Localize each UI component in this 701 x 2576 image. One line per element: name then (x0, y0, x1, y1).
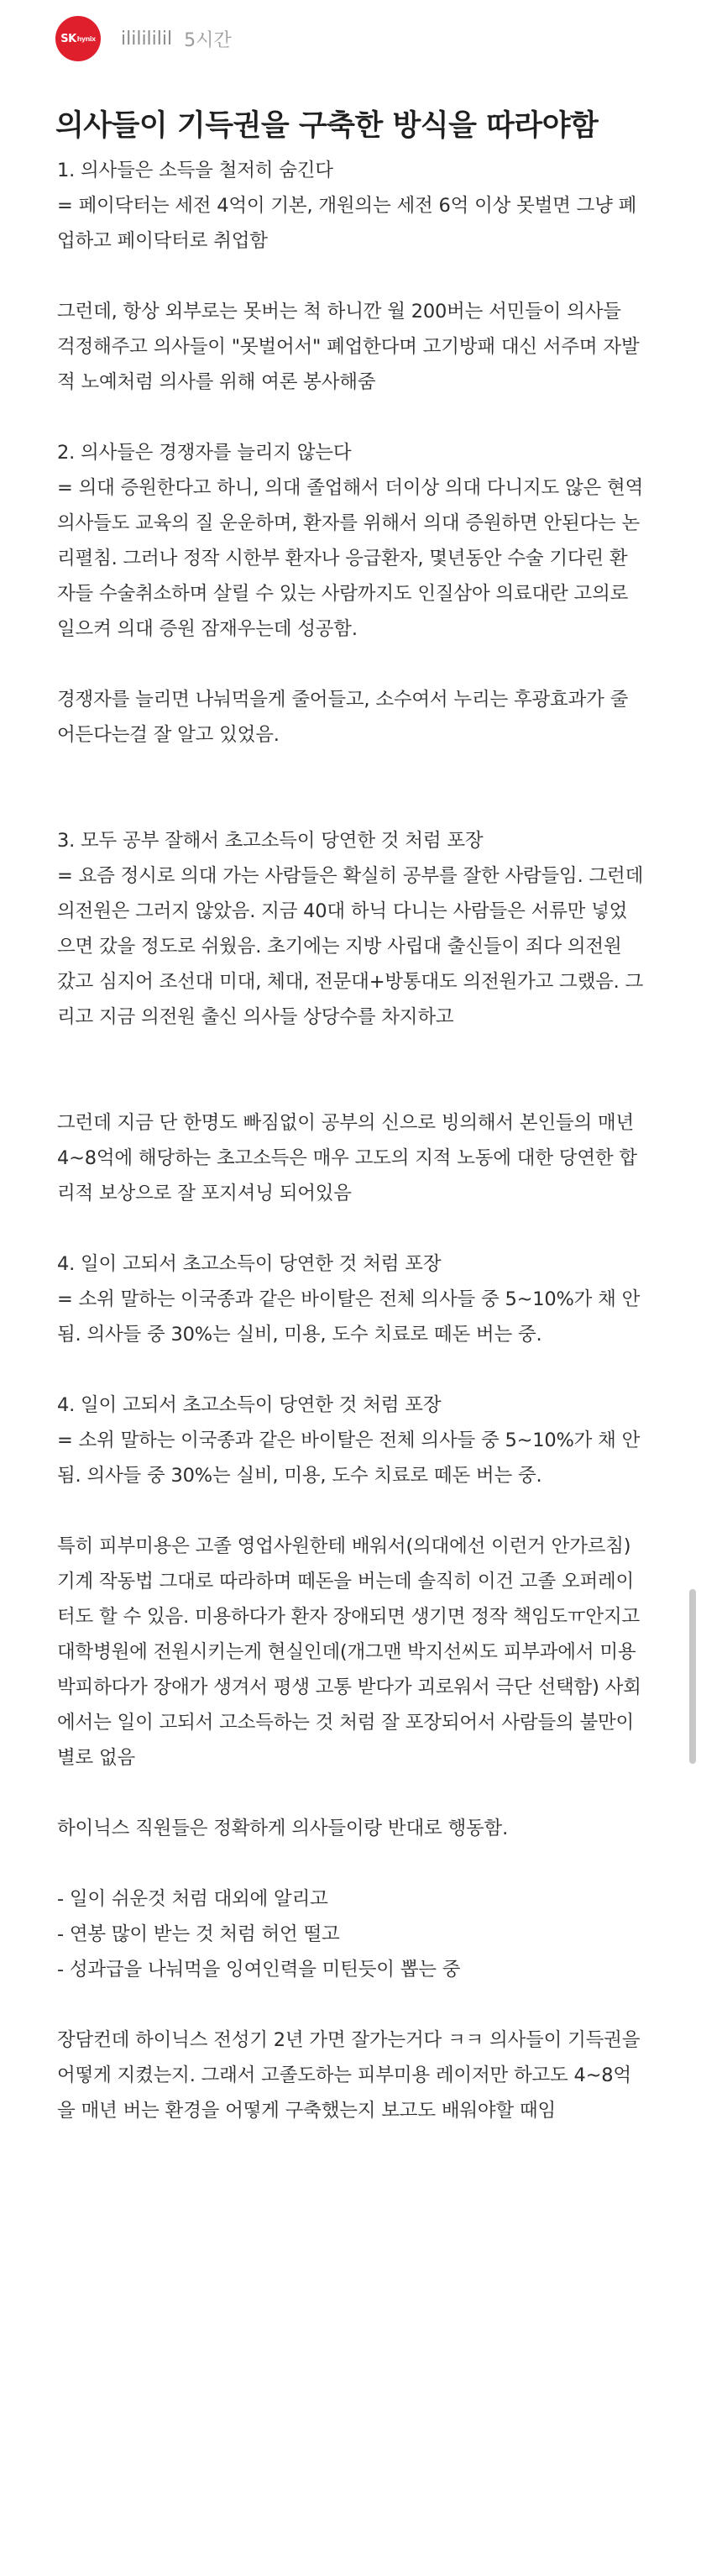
paragraph-6: 그런데 지금 단 한명도 빠짐없이 공부의 신으로 빙의해서 본인들의 매년 4~8억에 해당하는 초고소득은 매우 고도의 지적 노동에 대한 당연한 합리적 보상으로 잘 포지셔닝 되어있음 (57, 1112, 637, 1204)
avatar-logo-text: SK (60, 32, 76, 45)
post-header (55, 15, 232, 62)
paragraph-10: 하이닉스 직원들은 정확하게 의사들이랑 반대로 행동함. (57, 1818, 509, 1839)
author-name[interactable]: ililililil (121, 28, 173, 50)
scrollbar-thumb[interactable] (689, 1589, 696, 1764)
paragraph-1: 1. 의사들은 소득을 철저히 숨긴다 = 페이닥터는 세전 4억이 기본, 개원의는 세전 6억 이상 못벌면 그냥 폐업하고 페이닥터로 취업함 (57, 160, 637, 252)
post-time: 5시간 (184, 29, 232, 51)
paragraph-3: 2. 의사들은 경쟁자를 늘리지 않는다 = 의대 증원한다고 하니, 의대 졸업해서 더이상 의대 다니지도 않은 현역 의사들도 교육의 질 운운하며, 환자를 위해서 의대 증원하면 안된다는 논리펼침. 그러나 정작 시한부 환자나 응급환자, 몇년동안 수술 기다린 환자들 수술취소하며 살릴 수 있는 사람까지도 인질삼아 의료대란 고의로 일으켜 의대 증원 잠재우는데 성공함. (57, 442, 644, 640)
paragraph-5: 3. 모두 공부 잘해서 초고소득이 당연한 것 처럼 포장 = 요즘 정시로 의대 가는 사람들은 확실히 공부를 잘한 사람들임. 그런데 의전원은 그러지 않았음. 지금 40대 하닉 다니는 사람들은 서류만 넣었으면 갔을 정도로 쉬웠음. 초기에는 지방 사립대 출신들이 죄다 의전원 갔고 심지어 조선대 미대, 체대, 전문대+방통대도 의전원가고 그랬음. 그리고 지금 의전원 출신 의사들 상당수를 차지하고 (57, 830, 644, 1028)
post-body (57, 153, 645, 2128)
post-title: 의사들이 기득권을 구축한 방식을 따라야함 (55, 109, 599, 143)
paragraph-2: 그런데, 항상 외부로는 못버는 척 하니깐 월 200버는 서민들이 의사들 걱정해주고 의사들이 "못벌어서" 폐업한다며 고기방패 대신 서주며 자발적 노예처럼 의사를 위해 여론 봉사해줌 (57, 301, 640, 393)
author-avatar[interactable] (55, 16, 101, 61)
paragraph-8: 4. 일이 고되서 초고소득이 당연한 것 처럼 포장 = 소위 말하는 이국종과 같은 바이탈은 전체 의사들 중 5~10%가 채 안됨. 의사들 중 30%는 실비, 미용, 도수 치료로 떼돈 버는 중. (57, 1394, 641, 1487)
paragraph-4: 경쟁자를 늘리면 나눠먹을게 줄어들고, 소수여서 누리는 후광효과가 줄어든다는걸 잘 알고 있었음. (57, 689, 629, 746)
paragraph-9: 특히 피부미용은 고졸 영업사원한테 배워서(의대에선 이런거 안가르침) 기계 작동법 그대로 따라하며 떼돈을 버는데 솔직히 이건 고졸 오퍼레이터도 할 수 있음. 미용하다가 환자 장애되면 생기면 정작 책임도ㅠ안지고 대학병원에 전원시키는게 현실인데(개그맨 박지선씨도 피부과에서 미용 박피하다가 장애가 생겨서 평생 고통 받다가 괴로워서 극단 선택함) 사회에서는 일이 고되서 고소득하는 것 처럼 잘 포장되어서 사람들의 불만이 별로 없음 (57, 1535, 641, 1769)
paragraph-11: - 일이 쉬운것 처럼 대외에 알리고 - 연봉 많이 받는 것 처럼 허언 떨고 - 성과급을 나눠먹을 잉여인력을 미틴듯이 뽑는 중 (57, 1888, 461, 1981)
paragraph-7: 4. 일이 고되서 초고소득이 당연한 것 처럼 포장 = 소위 말하는 이국종과 같은 바이탈은 전체 의사들 중 5~10%가 채 안됨. 의사들 중 30%는 실비, 미용, 도수 치료로 떼돈 버는 중. (57, 1253, 641, 1346)
paragraph-12: 장담컨데 하이닉스 전성기 2년 가면 잘가는거다 ㅋㅋ 의사들이 기득권을 어떻게 지켰는지. 그래서 고졸도하는 피부미용 레이저만 하고도 4~8억을 매년 버는 환경을 어떻게 구축했는지 보고도 배워야할 때임 (57, 2029, 641, 2122)
avatar-logo-sub: hynix (76, 34, 96, 43)
